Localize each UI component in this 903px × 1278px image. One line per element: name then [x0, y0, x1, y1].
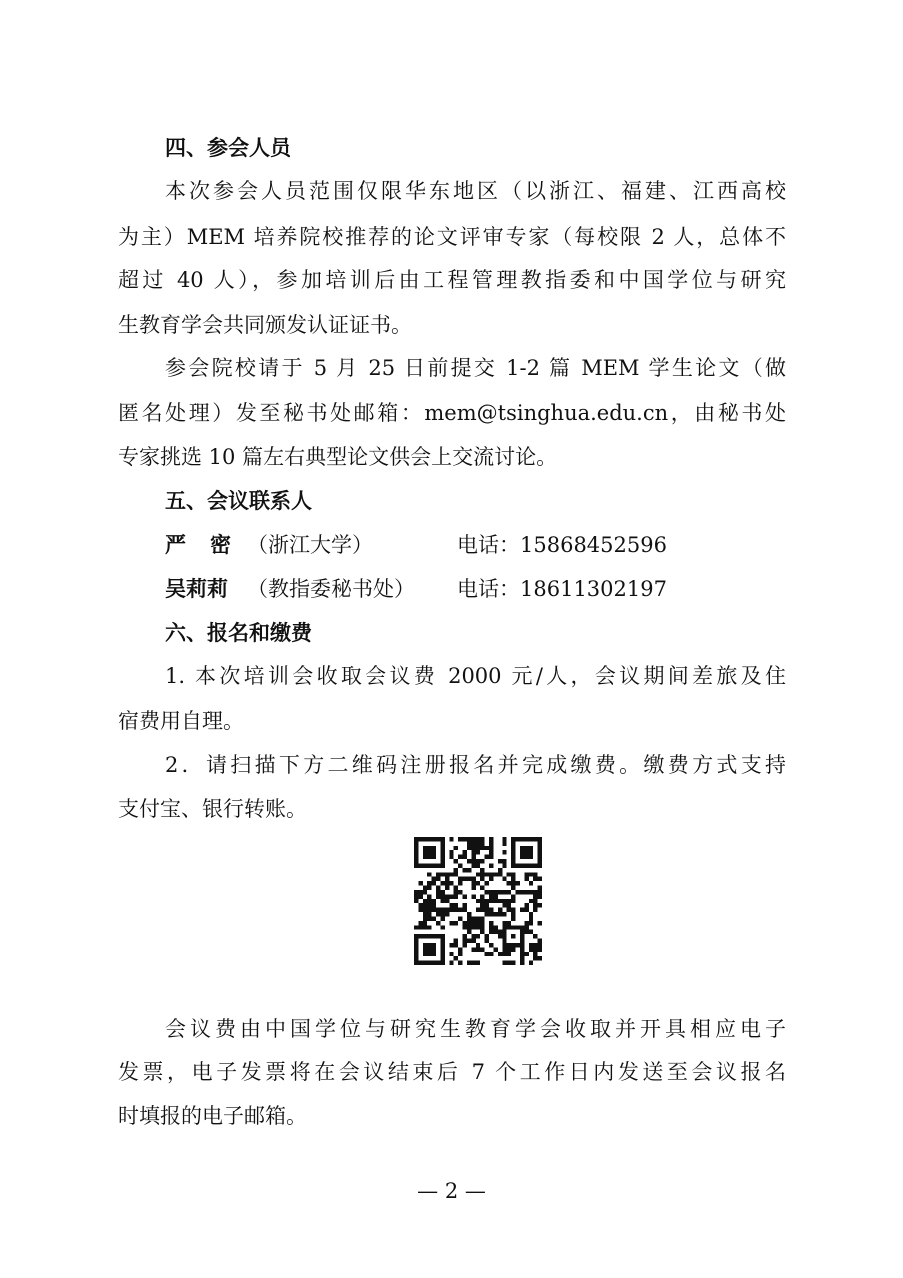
section-heading-attendees: 四、参会人员: [165, 136, 291, 160]
paragraph-line: 支付宝、银行转账。: [118, 797, 307, 821]
paragraph-line: 宿费用自理。: [118, 709, 244, 733]
section-heading-contacts: 五、会议联系人: [165, 489, 312, 513]
paragraph-line: 2．请扫描下方二维码注册报名并完成缴费。缴费方式支持: [165, 753, 786, 777]
contact-organization: （浙江大学）: [247, 533, 373, 557]
qr-code-icon[interactable]: [414, 835, 542, 967]
contact-phone: 电话：18611302197: [457, 577, 667, 601]
contact-name: 吴莉莉: [165, 577, 228, 601]
paragraph-line: 为主）MEM 培养院校推荐的论文评审专家（每校限 2 人，总体不: [118, 225, 786, 249]
paragraph-line: 本次参会人员范围仅限华东地区（以浙江、福建、江西高校: [165, 179, 786, 203]
paragraph-line: 超过 40 人），参加培训后由工程管理教指委和中国学位与研究: [118, 268, 786, 292]
paragraph-line: 发票，电子发票将在会议结束后 7 个工作日内发送至会议报名: [118, 1060, 786, 1084]
section-heading-registration: 六、报名和缴费: [165, 621, 312, 645]
paragraph-line: 参会院校请于 5 月 25 日前提交 1-2 篇 MEM 学生论文（做: [165, 356, 786, 380]
page-number: — 2 —: [417, 1179, 486, 1203]
contact-phone: 电话：15868452596: [457, 533, 667, 557]
paragraph-line: 时填报的电子邮箱。: [118, 1104, 307, 1128]
paragraph-line: 专家挑选 10 篇左右典型论文供会上交流讨论。: [118, 445, 558, 469]
paragraph-line: 匿名处理）发至秘书处邮箱：mem@tsinghua.edu.cn，由秘书处: [118, 401, 786, 425]
paragraph-line: 生教育学会共同颁发认证证书。: [118, 313, 412, 337]
contact-row: [165, 574, 667, 604]
contact-row: [165, 530, 667, 560]
paragraph-line: 1. 本次培训会收取会议费 2000 元/人，会议期间差旅及住: [165, 664, 786, 688]
contact-name: 严密: [165, 533, 255, 557]
paragraph-line: 会议费由中国学位与研究生教育学会收取并开具相应电子: [165, 1017, 786, 1041]
contact-organization: （教指委秘书处）: [247, 577, 415, 601]
